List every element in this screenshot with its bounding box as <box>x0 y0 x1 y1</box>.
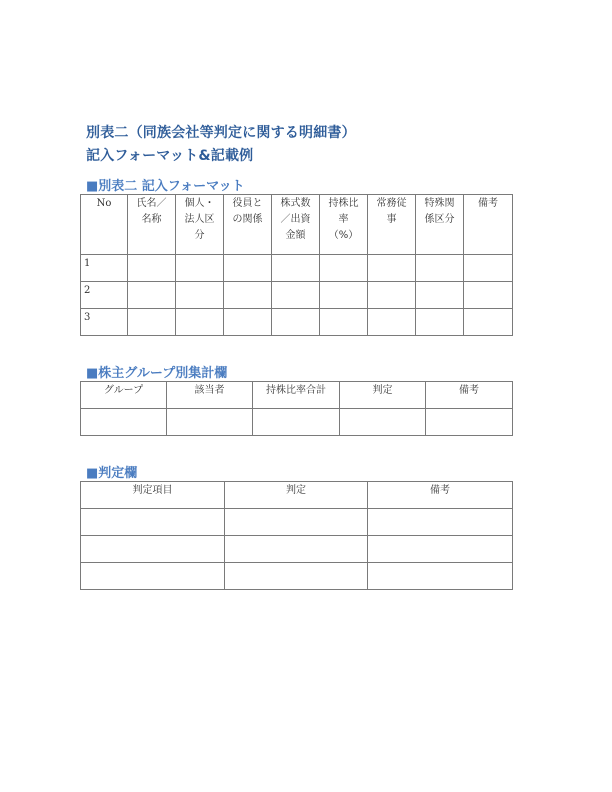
cell[interactable] <box>320 282 368 309</box>
cell-no: 3 <box>81 309 128 336</box>
col-header-remarks: 備考 <box>426 382 513 409</box>
cell[interactable] <box>81 563 225 590</box>
cell[interactable] <box>368 255 416 282</box>
cell[interactable] <box>272 255 320 282</box>
col-header-remarks: 備考 <box>464 195 513 255</box>
cell[interactable] <box>340 409 426 436</box>
col-header-ratio: 持株比 率 （%） <box>320 195 368 255</box>
section-heading-group: ■株主グループ別集計欄 <box>86 366 228 381</box>
cell[interactable] <box>224 309 272 336</box>
table-header-row <box>81 482 513 509</box>
cell[interactable] <box>225 563 368 590</box>
cell[interactable] <box>176 282 224 309</box>
cell[interactable] <box>176 255 224 282</box>
table-header-row <box>81 195 513 255</box>
document-title: 別表二（同族会社等判定に関する明細書） <box>86 125 356 141</box>
cell[interactable] <box>176 309 224 336</box>
cell[interactable] <box>225 536 368 563</box>
col-header-relation: 役員と の関係 <box>224 195 272 255</box>
cell[interactable] <box>464 282 513 309</box>
cell[interactable] <box>368 563 513 590</box>
section-heading-judgment: ■判定欄 <box>86 466 138 481</box>
cell[interactable] <box>464 309 513 336</box>
col-header-special: 特殊関 係区分 <box>416 195 464 255</box>
cell[interactable] <box>128 309 176 336</box>
cell[interactable] <box>224 255 272 282</box>
col-header-item: 判定項目 <box>81 482 225 509</box>
cell[interactable] <box>320 309 368 336</box>
col-header-ratio-total: 持株比率合計 <box>253 382 340 409</box>
cell[interactable] <box>416 255 464 282</box>
cell-no: 1 <box>81 255 128 282</box>
col-header-group: グループ <box>81 382 167 409</box>
format-table <box>80 194 513 336</box>
col-header-type: 個人・ 法人区 分 <box>176 195 224 255</box>
section-heading-format: ■別表二 記入フォーマット <box>86 179 245 194</box>
table-row <box>81 563 513 590</box>
table-row <box>81 409 513 436</box>
cell[interactable] <box>81 536 225 563</box>
cell[interactable] <box>368 309 416 336</box>
col-header-shares: 株式数 ／出資 金額 <box>272 195 320 255</box>
cell[interactable] <box>253 409 340 436</box>
col-header-fulltime: 常務従 事 <box>368 195 416 255</box>
table-header-row <box>81 382 513 409</box>
cell[interactable] <box>368 509 513 536</box>
col-header-judgment: 判定 <box>225 482 368 509</box>
cell-no: 2 <box>81 282 128 309</box>
cell[interactable] <box>272 282 320 309</box>
cell[interactable] <box>426 409 513 436</box>
col-header-no: No <box>81 195 128 255</box>
cell[interactable] <box>368 282 416 309</box>
cell[interactable] <box>320 255 368 282</box>
cell[interactable] <box>224 282 272 309</box>
col-header-members: 該当者 <box>167 382 253 409</box>
cell[interactable] <box>81 509 225 536</box>
table-row <box>81 282 513 309</box>
table-row <box>81 309 513 336</box>
cell[interactable] <box>368 536 513 563</box>
cell[interactable] <box>464 255 513 282</box>
col-header-remarks: 備考 <box>368 482 513 509</box>
col-header-judgment: 判定 <box>340 382 426 409</box>
cell[interactable] <box>272 309 320 336</box>
cell[interactable] <box>225 509 368 536</box>
table-row <box>81 536 513 563</box>
group-summary-table <box>80 381 513 436</box>
table-row <box>81 255 513 282</box>
cell[interactable] <box>167 409 253 436</box>
table-row <box>81 509 513 536</box>
col-header-name: 氏名／ 名称 <box>128 195 176 255</box>
cell[interactable] <box>416 309 464 336</box>
judgment-table <box>80 481 513 590</box>
cell[interactable] <box>128 282 176 309</box>
cell[interactable] <box>416 282 464 309</box>
cell[interactable] <box>128 255 176 282</box>
cell[interactable] <box>81 409 167 436</box>
document-subtitle: 記入フォーマット&記載例 <box>86 148 254 164</box>
